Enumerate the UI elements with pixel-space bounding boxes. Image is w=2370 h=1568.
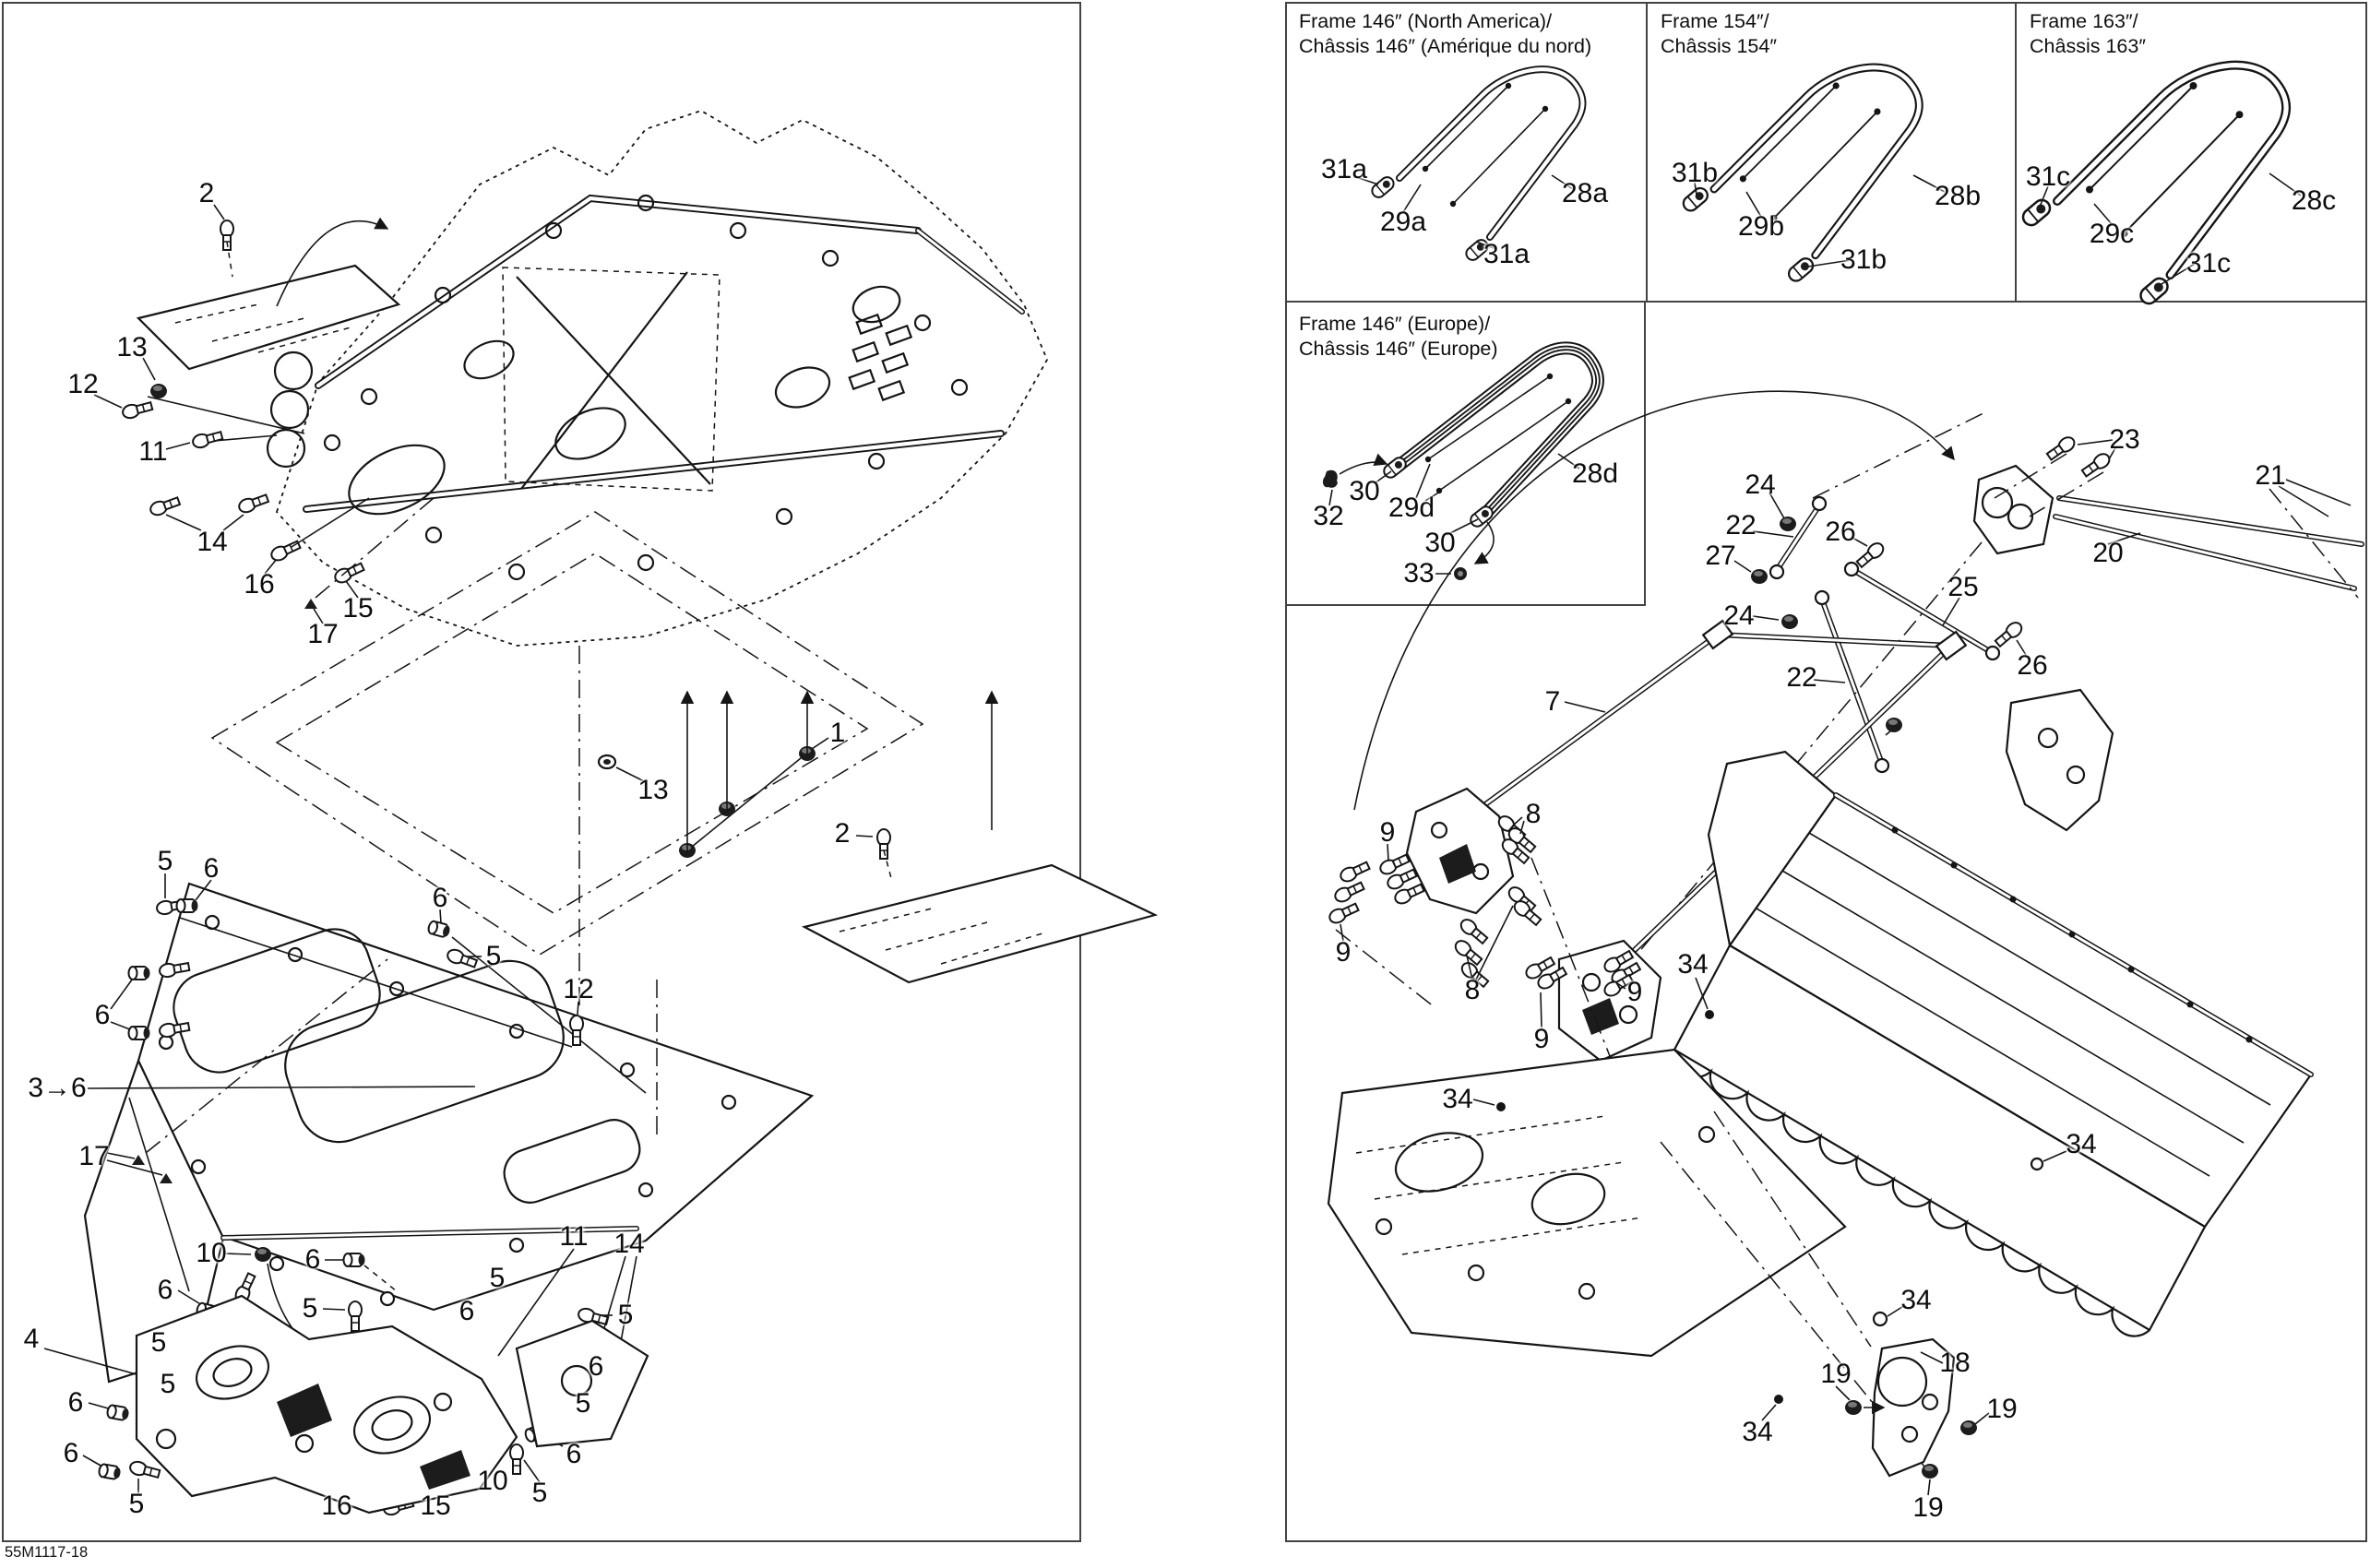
callout-14: 14 <box>613 1229 645 1259</box>
callout-17: 17 <box>307 619 339 649</box>
callout-9: 9 <box>1335 937 1352 968</box>
callout-5: 5 <box>485 941 502 971</box>
callout-15: 15 <box>420 1491 451 1521</box>
panel-title-line1: Frame 163″/ <box>2030 10 2138 32</box>
callout-12: 12 <box>67 369 99 399</box>
callout-19: 19 <box>1820 1359 1852 1389</box>
drawing-number: 55M1117-18 <box>5 1544 89 1561</box>
callout-28b: 28b <box>1934 181 1982 211</box>
callout-30: 30 <box>1424 528 1456 558</box>
panel-title-line2: Châssis 146″ (Amérique du nord) <box>1299 35 1592 57</box>
callout-27: 27 <box>1705 540 1736 571</box>
callout-31b: 31b <box>1671 158 1719 188</box>
callout-26: 26 <box>2017 650 2048 681</box>
callout-29b: 29b <box>1737 211 1785 242</box>
panel-title-line1: Frame 146″ (North America)/ <box>1299 10 1553 32</box>
callout-5: 5 <box>531 1478 548 1508</box>
callout-22: 22 <box>1725 510 1757 540</box>
perforated-bracket <box>850 315 911 399</box>
callout-15: 15 <box>342 593 374 624</box>
callout-11: 11 <box>559 1221 589 1252</box>
panel-art-europe-frame <box>1323 348 1598 580</box>
panel-title-line2: Châssis 163″ <box>2030 35 2146 57</box>
callout-12: 12 <box>563 974 594 1004</box>
callout-20: 20 <box>2092 538 2124 568</box>
callout-6: 6 <box>157 1275 173 1305</box>
callout-23: 23 <box>2109 424 2140 455</box>
callout-13: 13 <box>637 775 669 805</box>
callout-6: 6 <box>459 1296 475 1326</box>
callout-10: 10 <box>477 1466 508 1496</box>
panel-title-line1: Frame 146″ (Europe)/ <box>1299 313 1491 335</box>
callout-25: 25 <box>1947 572 1979 602</box>
callout-4: 4 <box>23 1324 40 1354</box>
callout-3-6: 3→6 <box>28 1073 87 1103</box>
callout-6: 6 <box>588 1351 604 1382</box>
callout-5: 5 <box>128 1489 145 1519</box>
callout-24: 24 <box>1723 600 1755 631</box>
panel-title-line2: Châssis 146″ (Europe) <box>1299 338 1498 360</box>
callout-1: 1 <box>829 718 846 748</box>
callout-21: 21 <box>2255 460 2286 491</box>
callout-14: 14 <box>197 527 228 557</box>
right-exploded-art <box>1328 391 2362 1495</box>
panel-title-line1: Frame 154″/ <box>1661 10 1769 32</box>
callout-31c: 31c <box>2185 248 2232 279</box>
callout-31b: 31b <box>1840 244 1888 275</box>
callout-34: 34 <box>1677 949 1709 980</box>
panel-title-line2: Châssis 154″ <box>1661 35 1777 57</box>
callout-19: 19 <box>1986 1394 2018 1424</box>
callout-34: 34 <box>2066 1129 2097 1159</box>
callout-6: 6 <box>566 1439 582 1469</box>
callout-6: 6 <box>304 1244 321 1275</box>
callout-5: 5 <box>489 1263 506 1293</box>
callout-5: 5 <box>617 1300 634 1330</box>
callout-13: 13 <box>116 332 148 362</box>
callout-6: 6 <box>63 1438 79 1468</box>
callout-5: 5 <box>150 1327 167 1358</box>
callout-18: 18 <box>1939 1348 1971 1378</box>
callout-28a: 28a <box>1561 178 1609 208</box>
callout-28d: 28d <box>1571 458 1619 489</box>
callout-22: 22 <box>1786 662 1817 693</box>
callout-2: 2 <box>834 818 851 849</box>
callout-7: 7 <box>1544 686 1561 717</box>
callout-5: 5 <box>157 846 173 876</box>
callout-29a: 29a <box>1379 207 1427 237</box>
callout-10: 10 <box>196 1238 227 1268</box>
callout-29c: 29c <box>2089 219 2135 249</box>
callout-9: 9 <box>1533 1024 1550 1054</box>
callout-2: 2 <box>198 178 215 208</box>
callout-26: 26 <box>1825 517 1856 547</box>
callout-34: 34 <box>1900 1285 1932 1315</box>
callout-17: 17 <box>78 1141 110 1171</box>
callout-19: 19 <box>1912 1492 1944 1523</box>
callout-8: 8 <box>1525 799 1542 829</box>
callout-32: 32 <box>1313 501 1344 531</box>
callout-29d: 29d <box>1387 493 1435 523</box>
callout-8: 8 <box>1464 975 1481 1005</box>
callout-16: 16 <box>244 569 275 600</box>
callout-16: 16 <box>321 1491 352 1521</box>
panel-art-rail-frames <box>1356 65 2301 307</box>
left-exploded-art <box>44 111 1155 1516</box>
callout-30: 30 <box>1349 476 1380 506</box>
callout-31a: 31a <box>1320 154 1368 184</box>
callout-34: 34 <box>1742 1417 1773 1447</box>
callout-5: 5 <box>160 1369 176 1399</box>
callout-34: 34 <box>1442 1084 1473 1114</box>
callout-6: 6 <box>203 853 220 884</box>
callout-31a: 31a <box>1483 239 1530 269</box>
callout-6: 6 <box>67 1387 84 1418</box>
callout-6: 6 <box>432 883 448 913</box>
callout-5: 5 <box>302 1293 318 1324</box>
callout-28c: 28c <box>2291 185 2337 216</box>
callout-11: 11 <box>138 436 168 467</box>
callout-9: 9 <box>1626 977 1643 1007</box>
callout-33: 33 <box>1403 558 1435 588</box>
callout-5: 5 <box>575 1388 591 1419</box>
callout-9: 9 <box>1379 817 1396 848</box>
callout-6: 6 <box>94 1000 111 1030</box>
callout-31c: 31c <box>2025 161 2071 192</box>
callout-24: 24 <box>1745 469 1776 500</box>
